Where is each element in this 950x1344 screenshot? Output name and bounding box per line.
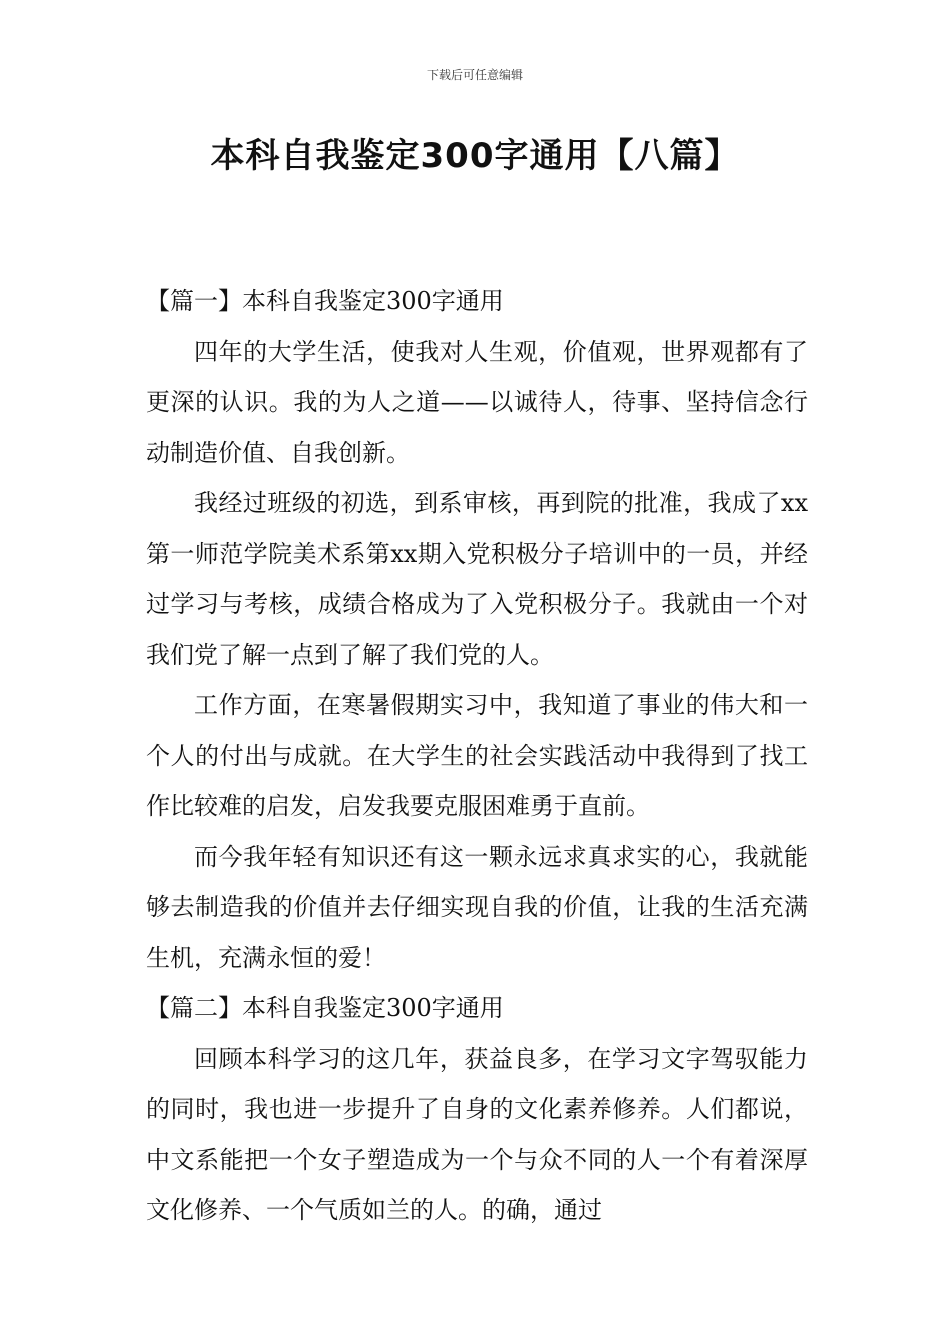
header-note: 下载后可任意编辑 (426, 68, 523, 82)
document-body (146, 276, 808, 1236)
section-2 (146, 983, 808, 1236)
document-title: 本科自我鉴定300字通用【八篇】 (210, 136, 740, 176)
section-heading: 【篇二】本科自我鉴定300字通用 (146, 994, 504, 1022)
paragraph: 而今我年轻有知识还有这一颗永远求真求实的心，我就能够去制造我的价值并去仔细实现自我的价值，让我的生活充满生机，充满永恒的爱！ (146, 842, 808, 972)
paragraph: 我经过班级的初选，到系审核，再到院的批准，我成了xx第一师范学院美术系第xx期入党积极分子培训中的一员，并经过学习与考核，成绩合格成为了入党积极分子。我就由一个对我们党了解一点到了解了我们党的人。 (146, 489, 808, 669)
paragraph: 工作方面，在寒暑假期实习中，我知道了事业的伟大和一个人的付出与成就。在大学生的社会实践活动中我得到了找工作比较难的启发，启发我要克服困难勇于直前。 (146, 691, 808, 820)
section-heading: 【篇一】本科自我鉴定300字通用 (146, 287, 504, 315)
paragraph: 四年的大学生活，使我对人生观，价值观，世界观都有了更深的认识。我的为人之道——以诚待人，待事、坚持信念行动制造价值、自我创新。 (146, 337, 808, 467)
paragraph: 回顾本科学习的这几年，获益良多，在学习文字驾驭能力的同时，我也进一步提升了自身的文化素养修养。人们都说，中文系能把一个女子塑造成为一个与众不同的人一个有着深厚文化修养、一个气质如兰的人。的确，通过 (146, 1044, 808, 1224)
section-1 (146, 276, 808, 983)
